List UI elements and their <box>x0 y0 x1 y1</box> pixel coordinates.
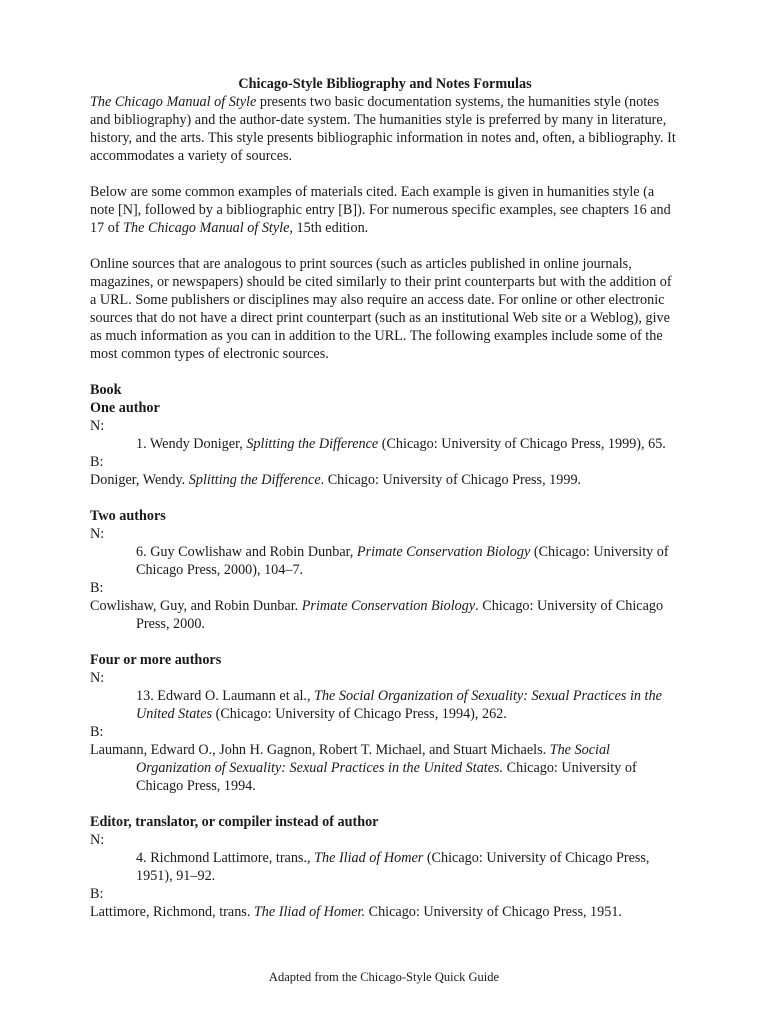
note-text: 4. Richmond Lattimore, trans., <box>136 850 315 866</box>
note-entry <box>90 543 680 579</box>
note-entry <box>90 687 680 723</box>
note-label: N: <box>90 670 105 686</box>
examples-manual-italic: The Chicago Manual of Style, <box>123 220 293 236</box>
note-title: The Iliad of Homer <box>314 850 424 866</box>
bib-text: . Chicago: University of Chicago Press, 1999. <box>320 472 582 488</box>
note-label: N: <box>90 526 105 542</box>
bib-label: B: <box>90 454 104 470</box>
bib-text: Chicago: University of Chicago Press, 1994. <box>136 760 637 794</box>
bib-label: B: <box>90 724 104 740</box>
bib-label: B: <box>90 886 104 902</box>
bib-entry <box>90 471 680 489</box>
section-heading: Two authors <box>90 508 166 524</box>
examples-text-after: 15th edition. <box>292 220 369 236</box>
section-heading: Four or more authors <box>90 652 222 668</box>
note-text: 1. Wendy Doniger, <box>136 436 247 452</box>
note-label: N: <box>90 832 105 848</box>
note-entry <box>90 849 680 885</box>
note-text: (Chicago: University of Chicago Press, 1999), 65. <box>378 436 666 452</box>
bib-entry <box>90 741 680 795</box>
category-heading: Book <box>90 382 122 398</box>
bib-title: Primate Conservation Biology <box>301 598 476 614</box>
bib-text: Doniger, Wendy. <box>90 472 189 488</box>
note-text: 13. Edward O. Laumann et al., <box>136 688 315 704</box>
document-page <box>90 75 680 921</box>
note-text: (Chicago: University of Chicago Press, 2000), 104–7. <box>136 544 669 578</box>
manual-title-italic: The Chicago Manual of Style <box>90 94 257 110</box>
note-text: (Chicago: University of Chicago Press, 1994), 262. <box>212 706 507 722</box>
bib-title: The Iliad of Homer. <box>253 904 366 920</box>
section-editor-translator <box>90 813 680 921</box>
bib-text: Laumann, Edward O., John H. Gagnon, Robert T. Michael, and Stuart Michaels. <box>90 742 550 758</box>
note-title: Splitting the Difference <box>246 436 379 452</box>
note-title: The Social Organization of Sexuality: Sexual Practices in the United States <box>136 688 662 722</box>
note-text: (Chicago: University of Chicago Press, 1951), 91–92. <box>136 850 650 884</box>
section-four-authors <box>90 651 680 795</box>
document-title: Chicago-Style Bibliography and Notes Formulas <box>238 76 532 92</box>
bib-text: Chicago: University of Chicago Press, 1951. <box>365 904 622 920</box>
bib-text: . Chicago: University of Chicago Press, 2000. <box>136 598 664 632</box>
bib-text: Cowlishaw, Guy, and Robin Dunbar. <box>90 598 302 614</box>
section-heading: Editor, translator, or compiler instead of author <box>90 814 379 830</box>
intro-text: presents two basic documentation systems, the humanities style (notes and bibliography) and the author-date system. The humanities style is preferred by many in literature, history, and the arts. This style presents bibliographic information in notes and, often, a bibliography. It accommodates a variety of sources. <box>90 94 676 164</box>
intro-paragraph <box>90 93 680 165</box>
bib-entry <box>90 597 680 633</box>
page-footer: Adapted from the Chicago-Style Quick Guide <box>268 970 500 984</box>
bib-title: The Social Organization of Sexuality: Sexual Practices in the United States. <box>136 742 610 776</box>
section-one-author <box>90 399 680 489</box>
section-heading: One author <box>90 400 160 416</box>
examples-paragraph <box>90 183 680 237</box>
section-two-authors <box>90 507 680 633</box>
examples-text-before: Below are some common examples of materials cited. Each example is given in humanities style (a note [N], followed by a bibliographic entry [B]). For numerous specific examples, see chapters 16 and 17 of <box>90 184 671 236</box>
note-entry <box>90 435 680 453</box>
bib-title: Splitting the Difference <box>188 472 321 488</box>
bib-label: B: <box>90 580 104 596</box>
bib-text: Lattimore, Richmond, trans. <box>90 904 254 920</box>
note-label: N: <box>90 418 105 434</box>
bib-entry <box>90 903 680 921</box>
note-text: 6. Guy Cowlishaw and Robin Dunbar, <box>136 544 357 560</box>
online-sources-paragraph: Online sources that are analogous to print sources (such as articles published in online journals, magazines, or newspapers) should be cited similarly to their print counterparts but with the addition of a URL. Some publishers or disciplines may also require an access date. For online or other electronic sources that do not have a direct print counterpart (such as an institutional Web site or a Weblog), give as much information as you can in addition to the URL. The following examples include some of the most common types of electronic sources. <box>90 256 672 362</box>
note-title: Primate Conservation Biology <box>356 544 531 560</box>
